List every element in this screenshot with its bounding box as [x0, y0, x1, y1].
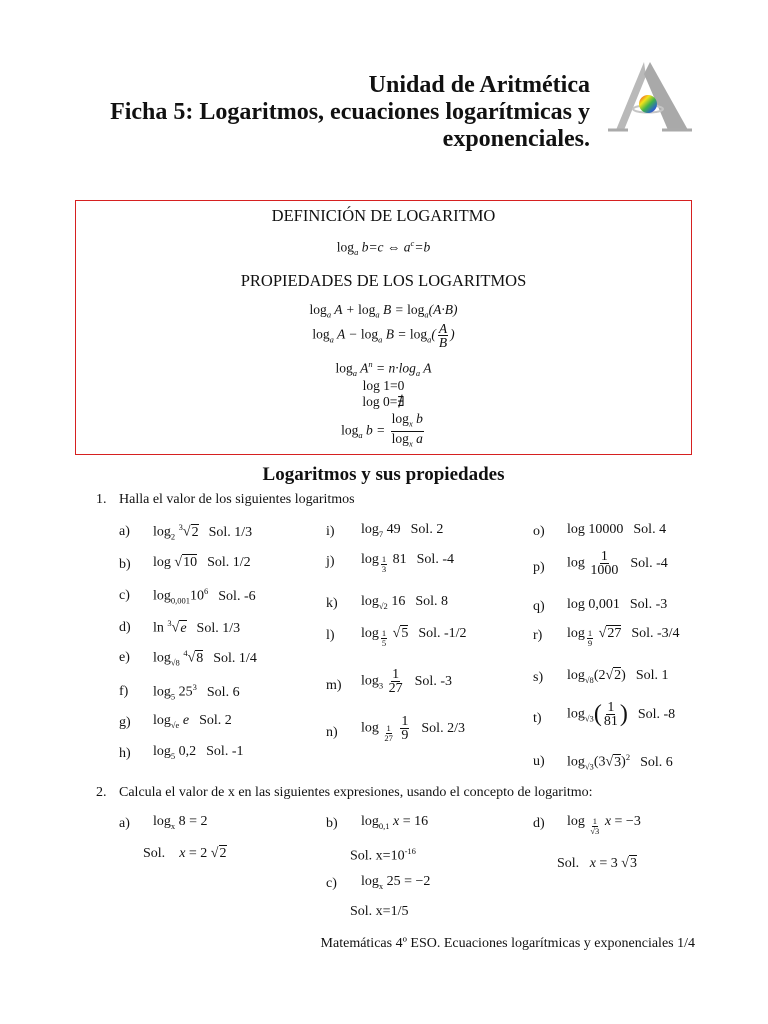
exercise-item: $\log_3$ $\frac{1}{27}$ Sol. -3 [361, 667, 452, 696]
instruction-1-number: 1. [96, 492, 107, 507]
page-footer: Matemáticas 4º ESO. Ecuaciones logarítmicas y exponenciales 1/4 [320, 936, 695, 951]
item-solution: Sol. 1/3 [196, 620, 241, 636]
title-line-3: exponenciales. [442, 126, 590, 152]
item-label: b) [326, 816, 338, 831]
item-solution: Sol. -3 [629, 597, 668, 612]
item-solution: Sol. 4 [633, 522, 667, 537]
item-label: f) [119, 684, 129, 699]
item-label: n) [326, 725, 338, 740]
exercise-item: log √10 Sol. 1/2 [153, 555, 251, 570]
item-label: a) [119, 816, 130, 831]
instruction-2-number: 2. [96, 785, 107, 800]
item-label: b) [119, 557, 131, 572]
item-solution: Sol. 1/4 [213, 650, 257, 666]
equation-item: $\log_x 25 = -2$ [361, 874, 431, 891]
item-solution: Sol. -8 [637, 706, 676, 722]
item-label: l) [326, 628, 335, 643]
item-solution: Sol. 8 [415, 594, 448, 609]
item-label: j) [326, 554, 335, 569]
exercise-item: $\log_{√8} ^4√8$ Sol. 1/4 [153, 648, 257, 668]
item-label: t) [533, 711, 542, 726]
title-line-2: Ficha 5: Logaritmos, ecuaciones logarítmicas y [110, 99, 590, 125]
property-product: $\log_a A + \log_a B = \log_a(A\cdot B)$ [309, 302, 458, 320]
property-change-base: $\log_a b$ = $\frac{\log_x b}{\log_x a}$ [341, 411, 423, 449]
exercise-item: log 10000 Sol. 4 [567, 522, 667, 537]
exercise-item: $\log_{0,001}10^6$ Sol. -6 [153, 586, 256, 606]
sol-word: Sol. [557, 856, 580, 871]
exercise-item: log $\frac{1}{1000}$ Sol. -4 [567, 549, 668, 578]
instruction-1: Halla el valor de los siguientes logaritmos [119, 492, 355, 507]
exercise-item: $\log_{√3}(3√3)^2$ Sol. 6 [567, 752, 673, 772]
equation-item: log $_{\frac{1}{√3}}$ x = −3 [567, 814, 641, 837]
item-solution: Sol. -1/2 [418, 626, 467, 641]
property-log-one: log 1=0 [362, 378, 405, 393]
item-solution: Sol. -6 [218, 588, 256, 604]
item-solution: Sol. 1/2 [207, 555, 251, 570]
item-solution: Sol. 6 [206, 684, 240, 700]
item-label: i) [326, 524, 335, 539]
exercise-item: $\log_7 49$ Sol. 2 [361, 522, 444, 539]
item-label: p) [533, 560, 545, 575]
item-solution: Sol. 1/3 [208, 524, 253, 540]
exercise-item: $\log_{√3}$( $\frac{1}{81}$ ) Sol. -8 [567, 700, 676, 729]
item-label: c) [326, 876, 337, 891]
exercise-item: $\log_5 25^3$ Sol. 6 [153, 682, 240, 702]
exercise-item: $\log_2 ^3√2$ Sol. 1/3 [153, 522, 253, 542]
item-solution: Sol. -3 [414, 673, 452, 689]
exercise-item: log $_{\frac{1}{5}}$ √5 Sol. -1/2 [361, 626, 467, 649]
exercise-item: ln $^3$√e Sol. 1/3 [153, 618, 241, 636]
item-label: u) [533, 754, 545, 769]
property-log-zero: log 0=∄ [362, 394, 405, 409]
item-label: o) [533, 524, 545, 539]
equation-solution: Sol. x = 3 √3 [557, 856, 637, 871]
sol-word: Sol. [143, 846, 166, 861]
instruction-2: Calcula el valor de x en las siguientes expresiones, usando el concepto de logaritmo: [119, 785, 593, 800]
definition-formula: $\log_a b=c$ ⇔ $a^c=b$ [336, 238, 431, 258]
item-solution: Sol. 2/3 [421, 720, 465, 736]
item-label: a) [119, 524, 130, 539]
exercise-item: $\log_{√e} e$ Sol. 2 [153, 713, 232, 730]
item-solution: Sol. -4 [630, 555, 668, 571]
definition-heading: DEFINICIÓN DE LOGARITMO [271, 206, 496, 225]
item-label: r) [533, 628, 543, 643]
equation-solution: Sol. $x=10^{-16}$ [350, 846, 416, 864]
item-label: g) [119, 715, 131, 730]
exercise-item: log $_{\frac{1}{27}}$ $\frac{1}{9}$ Sol. 2/3 [361, 714, 465, 744]
item-solution: Sol. 2 [410, 522, 444, 537]
item-label: h) [119, 746, 131, 761]
item-label: q) [533, 599, 545, 614]
equation-item: $\log_x 8 = 2$ [153, 814, 208, 831]
property-quotient: $\log_a A - \log_a B = \log_a$( $\frac{A}{B}$ ) [312, 321, 455, 350]
item-solution: Sol. 6 [640, 754, 673, 770]
exercise-item: log $_{\frac{1}{9}}$ √27 Sol. -3/4 [567, 626, 680, 649]
exercise-item: log 0,001 Sol. -3 [567, 597, 668, 612]
item-solution: Sol. 1 [635, 668, 669, 683]
item-label: c) [119, 588, 130, 603]
properties-heading: PROPIEDADES DE LOS LOGARITMOS [240, 271, 527, 290]
section-title: Logaritmos y sus propiedades [262, 464, 505, 485]
equation-solution: Sol. x=1/5 [350, 904, 409, 919]
property-power: $\log_a A^n = n\cdot\log_a$ A [335, 359, 432, 379]
logo-icon [604, 60, 694, 136]
item-label: d) [533, 816, 545, 831]
exercise-item: log $_{\frac{1}{3}}$ 81 Sol. -4 [361, 552, 454, 575]
item-label: k) [326, 596, 338, 611]
equation-item: $\log_{0,1} x = 16$ [361, 814, 429, 831]
item-solution: Sol. 2 [199, 713, 232, 728]
item-solution: Sol. -3/4 [631, 626, 680, 641]
title-line-1: Unidad de Aritmética [368, 72, 590, 98]
equation-solution: Sol. x = 2 √2 [143, 846, 227, 861]
exercise-item: $\log_{√2} 16$ Sol. 8 [361, 594, 448, 611]
item-solution: Sol. -1 [206, 744, 244, 759]
item-label: s) [533, 670, 544, 685]
item-solution: Sol. -4 [416, 552, 454, 567]
exercise-item: $\log_{√8}(2√2)$ Sol. 1 [567, 668, 669, 685]
item-label: e) [119, 650, 130, 665]
item-label: m) [326, 678, 342, 693]
exercise-item: $\log_5 0,2$ Sol. -1 [153, 744, 244, 761]
item-label: d) [119, 620, 131, 635]
